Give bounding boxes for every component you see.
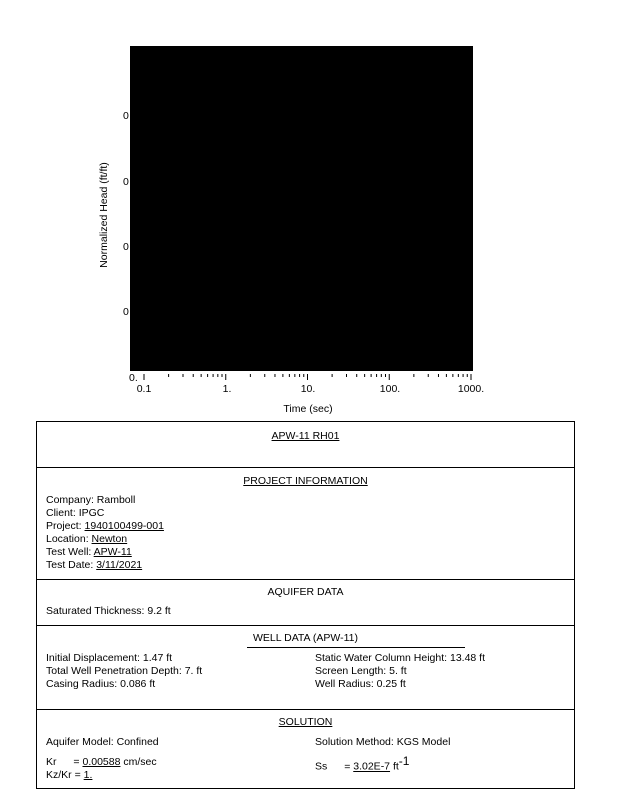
kz-kr-value: 1.	[83, 769, 93, 781]
well-section	[37, 625, 574, 709]
x-tick-label: 1.	[222, 383, 232, 395]
plot-area	[130, 46, 473, 371]
kz-kr-label: Kz/Kr =	[46, 769, 81, 781]
solution-method: Solution Method: KGS Model	[315, 736, 451, 748]
ss-row: Ss = 3.02E-7 $ft^{-1}$	[315, 754, 410, 773]
ss-unit: ft	[392, 760, 399, 773]
test-date-label: Test Date:	[46, 559, 94, 571]
x-axis-ticks	[130, 368, 473, 380]
kr-label: Kr	[46, 756, 57, 768]
y-tick-label: 0.	[129, 372, 138, 384]
static-water-height: Static Water Column Height: 13.48 ft	[315, 652, 486, 664]
company-label: Company:	[46, 494, 94, 506]
y-tick-label: 0	[123, 176, 129, 188]
solution-section	[37, 709, 574, 789]
y-tick-label: 0	[123, 241, 129, 253]
kz-kr-row	[46, 769, 92, 781]
project-row	[46, 520, 164, 532]
client-label: Client:	[46, 507, 76, 519]
aquifer-heading: AQUIFER DATA	[267, 586, 344, 598]
saturated-thickness: Saturated Thickness: 9.2 ft	[46, 605, 171, 617]
aquifer-section	[37, 579, 574, 625]
well-heading-rule	[247, 647, 465, 648]
aquifer-model: Aquifer Model: Confined	[46, 736, 159, 748]
kr-row: Kr = 0.00588 cm/sec	[46, 756, 157, 768]
client-row	[46, 507, 104, 519]
test-date-value: 3/11/2021	[96, 559, 143, 571]
project-section	[37, 467, 574, 579]
location-row	[46, 533, 127, 545]
x-tick-label: 100.	[379, 383, 401, 395]
y-axis-title: Normalized Head (ft/ft)	[98, 162, 110, 268]
test-date-row	[46, 559, 142, 571]
location-label: Location:	[46, 533, 89, 545]
ss-exponent: -1	[398, 754, 410, 768]
ss-value: 3.02E-7	[353, 760, 391, 773]
company-value: Ramboll	[96, 494, 136, 506]
casing-radius: Casing Radius: 0.086 ft	[46, 678, 156, 690]
ss-label: Ss	[315, 760, 328, 773]
project-label: Project:	[46, 520, 82, 532]
initial-displacement: Initial Displacement: 1.47 ft	[46, 652, 173, 664]
x-tick-label: 0.1	[136, 383, 152, 395]
test-well-label: Test Well:	[46, 546, 92, 558]
project-value: 1940100499-001	[84, 520, 164, 532]
company-row	[46, 494, 135, 506]
x-axis-title: Time (sec)	[283, 403, 333, 415]
report-title: APW-11 RH01	[271, 430, 340, 442]
well-heading: WELL DATA (APW-11)	[252, 632, 359, 644]
project-heading: PROJECT INFORMATION	[243, 475, 368, 487]
x-tick-label: 1000.	[457, 383, 485, 395]
y-tick-label: 0	[123, 110, 129, 122]
test-well-row	[46, 546, 132, 558]
x-tick-label: 10.	[300, 383, 316, 395]
report-box	[36, 421, 575, 789]
location-value: Newton	[91, 533, 128, 545]
solution-heading: SOLUTION	[278, 716, 333, 728]
penetration-depth: Total Well Penetration Depth: 7. ft	[46, 665, 203, 677]
screen-length: Screen Length: 5. ft	[315, 665, 407, 677]
y-tick-label: 0	[123, 306, 129, 318]
client-value: IPGC	[78, 507, 105, 519]
kr-unit: cm/sec	[123, 756, 157, 768]
kr-value: 0.00588	[82, 756, 121, 768]
well-radius: Well Radius: 0.25 ft	[315, 678, 406, 690]
test-well-value: APW-11	[93, 546, 132, 558]
